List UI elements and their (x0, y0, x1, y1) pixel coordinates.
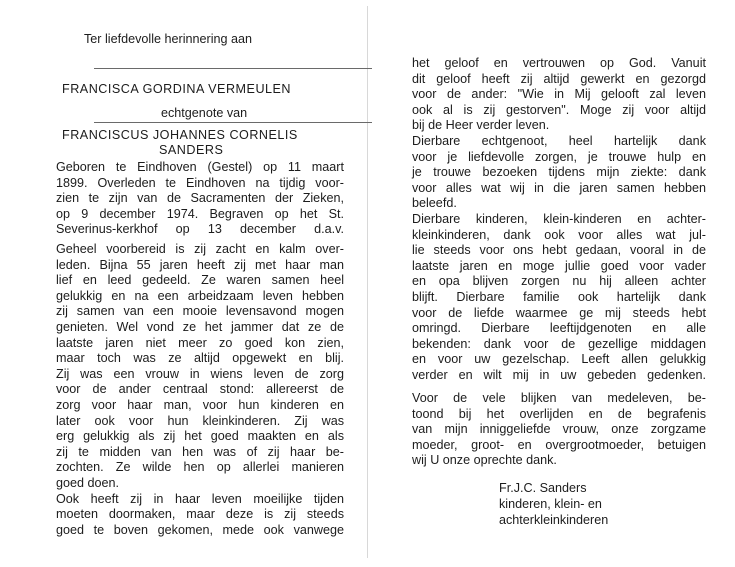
text-line: en opa blijven zorgen nu hij alleen achter (412, 274, 706, 289)
text-line: ook al is zij gestorven". Moge zij voor altijd (412, 102, 706, 117)
signature-line: kinderen, klein- en (499, 497, 602, 511)
signature-name: Fr.J.C. Sanders (499, 481, 587, 495)
text-line: later ook voor hun kleinkinderen. Zij was (56, 413, 344, 428)
text-line: voor de liefde waarmee ge mij steeds hebt (412, 305, 706, 320)
intro-line: Ter liefdevolle herinnering aan (84, 32, 253, 46)
text-line: voor de ander: "Wie in Mij gelooft zal leven (412, 87, 706, 102)
text-line: van mijn inniggeliefde vrouw, onze zorgzame (412, 422, 706, 437)
signature-block (499, 480, 608, 528)
text-line: voor de ander centraal stond: allereerst de (56, 382, 344, 397)
text-line: Geboren te Eindhoven (Gestel) op 11 maart (56, 160, 344, 174)
text-line: verder en wilt mij in uw gebeden gedenken. (412, 367, 706, 382)
text-line: leden. Bijna 55 jaren heeft zij met haar man (56, 257, 344, 272)
text-line: wij U onze oprechte dank. (412, 453, 557, 468)
spouse-name-line2: SANDERS (159, 143, 224, 157)
text-line: bij de Heer verder leven. (412, 118, 550, 133)
relation-line: echtgenote van (161, 106, 248, 120)
text-line: Voor de vele blijken van medeleven, be- (412, 391, 706, 405)
acknowledgement-paragraph (412, 391, 706, 469)
text-line: 1899. Overleden te Eindhoven na tijdig voor- (56, 175, 344, 190)
spouse-name-line1: FRANCISCUS JOHANNES CORNELIS (62, 128, 298, 142)
text-line: Dierbare kinderen, klein-kinderen en achter- (412, 211, 706, 226)
text-line: het geloof en vertrouwen op God. Vanuit (412, 56, 706, 70)
divider-rule (94, 68, 372, 69)
biography-paragraph (56, 160, 344, 238)
text-line: gelukkig en na een arbeidzaam leven hebben (56, 288, 344, 303)
text-line: goed doen. (56, 475, 120, 490)
text-line: moeder, groot- en overgrootmoeder, betuigen (412, 437, 706, 452)
text-line: blijft. Dierbare familie ook hartelijk dank (412, 289, 706, 304)
text-line: goed te boven gekomen, mede ook vanwege (56, 522, 344, 537)
text-line: dit geloof heeft zij altijd gewerkt en gezorgd (412, 71, 706, 86)
text-line: op 9 december 1974. Begraven op het St. (56, 206, 344, 221)
text-line: Ook heeft zij in haar leven moeilijke tijden (56, 491, 344, 506)
text-line: lie steeds voor ons hebt gedaan, vooral in de (412, 243, 706, 258)
text-line: laatste jaren niet meer zo goed kon zien, (56, 335, 344, 350)
text-line: Severinus-kerkhof op 13 december d.a.v. (56, 222, 344, 237)
signature-line: achterkleinkinderen (499, 513, 609, 527)
text-line: beleefd. (412, 196, 457, 211)
text-line: Geheel voorbereid is zij zacht en kalm over- (56, 242, 344, 256)
text-line: omringd. Dierbare leeftijdgenoten en alle (412, 321, 706, 336)
text-line: Dierbare echtgenoot, heel hartelijk dank (412, 133, 706, 148)
faith-and-thanks-paragraph (412, 56, 706, 383)
text-line: genieten. Wel vond ze het jammer dat ze de (56, 319, 344, 334)
text-line: maar toch was ze altijd opgewekt en blij. (56, 351, 344, 366)
text-line: toond bij het overlijden en de begrafenis (412, 406, 706, 421)
remembrance-paragraph (56, 242, 344, 538)
text-line: zien te zijn van de Sacramenten der Zieken, (56, 191, 344, 206)
text-line: bekenden: dank voor de gezellige middagen (412, 336, 706, 351)
fold-line (367, 6, 368, 558)
text-line: voor alles wat wij in die jaren samen hebben (412, 180, 706, 195)
text-line: lief en leed gedeeld. Ze waren samen heel (56, 273, 344, 288)
text-line: voor je liefdevolle zorgen, je trouwe hulp en (412, 149, 706, 164)
text-line: kleinkinderen, dank ook voor alles wat jul- (412, 227, 706, 242)
deceased-name: FRANCISCA GORDINA VERMEULEN (62, 82, 292, 96)
text-line: zij te midden van hen was of zij haar be- (56, 444, 344, 459)
text-line: je trouwe bezoeken tijdens mijn ziekte: dank (412, 165, 706, 180)
text-line: zorg voor haar man, voor hun kinderen en (56, 397, 344, 412)
divider-rule (94, 122, 372, 123)
text-line: laatste jaren en moge jullie goed voor vader (412, 258, 706, 273)
text-line: en voor uw gezelschap. Leeft allen gelukkig (412, 352, 706, 367)
text-line: moeten doormaken, maar deze is zij steeds (56, 507, 344, 522)
text-line: zochten. Ze wilde hen op allerlei manieren (56, 460, 344, 475)
text-line: Zij was een vrouw in wiens leven de zorg (56, 366, 344, 381)
text-line: zij samen van een mooie levensavond mogen (56, 304, 344, 319)
text-line: erg gelukkig als zij het goed maakten en als (56, 429, 344, 444)
